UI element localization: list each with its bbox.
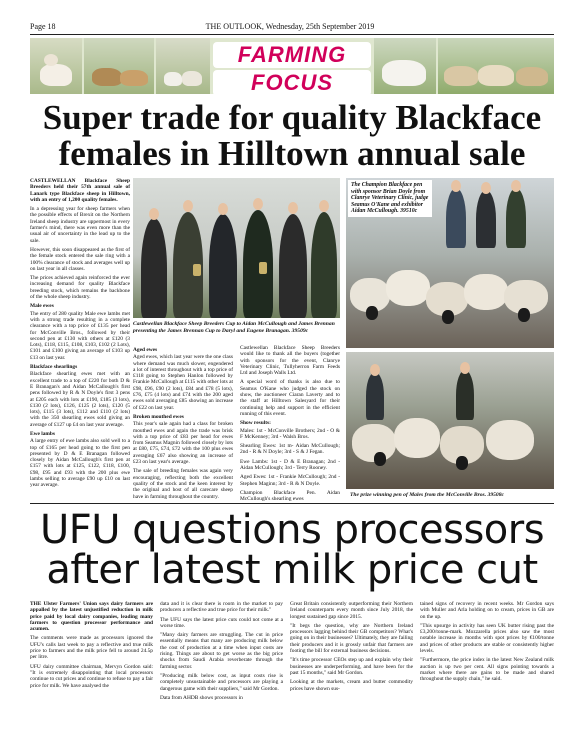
article2-paragraph: UFU dairy committee chairman, Mervyn Gordon said: "It is extremely disappointing that local processors continue to cut prices and continue to refuse to pay a fair price for milk. We have analysed the [30,663,153,689]
article2-paragraph: "Many dairy farmers are struggling. The cut in price essentially means that many are producing milk below the cost of production at a time when input costs are rising. Things are about to get worse as the big price shocks from Saudi Arabia reverberate through the farming sector. [160,632,283,670]
subhead-show-results: Show results: [240,420,271,427]
article2-paragraph: The comments were made as processors ignored the UFU's calls last week to pay a reflective and true milk price to farmers and the milk price fell to around 24.5p per litre. [30,635,153,661]
subhead-shearlings: Blackface shearlings [30,364,78,371]
trophy-cup [259,262,267,274]
article2-paragraph: data and it is clear there is room in the market to pay producers a reflective and true price for their milk." [160,601,283,614]
article1-paragraph: In a depressing year for sheep farmers when the possible effects of Brexit on the Northern Ireland sheep industry are uppermost in every farmer's mind, there was even more than the usual air of uncertainty in the lead up to the sale. [30,206,130,244]
article2-column-2 [160,601,283,704]
article2-paragraph: "This upsurge in activity has seen UK butter rising past the £3,200/tonne-mark. Mozzarella prices also saw the most notable increase in months with spot prices by €100/tonne and prices of other products are stable or consistently higher levels. [420,622,554,655]
article-divider [30,503,554,504]
article1-paragraph: However, this soon disappeared as the first of the female stock entered the sale ring with a 100% clearance of stock and averages well up on last year in all classes. [30,246,130,272]
caption-champion-pen: The Champion Blackface pen with sponsor Brian Doyle from Clanrye Veterinary Clinic, judge Seamus O'Kane and exhibitor Aidan McCullough. 39510c [348,180,432,217]
page-number: Page 18 [30,22,56,31]
article1-lead: CASTLEWELLAN Blackface Sheep Breeders held their 57th annual sale of Lanark type Blackface sheep in Hilltown, with an entry of 1,200 quality females. [30,178,130,203]
caption-group-photo: Castlewellan Blackface Sheep Breeders Cup to Aidan McCullough and James Brennan presenting the James Brennan Cup to Daryl and Eugene Branagan. 39509c [133,321,335,334]
subhead-aged-ewes: Aged ewes [133,347,158,353]
article2-paragraph: "It begs the question, why are Northern Ireland processors lagging behind their GB competitors? What's going on in their businesses? Ultimately, they are failing their producers and it is grossly unfair that farmers are footing the bill for external business decisions. [290,622,413,655]
result-line: Males: 1st - McConville Brothers; 2nd - O & F McKenney; 3rd - Walsh Bros. [240,427,340,440]
article1-paragraph: The sale of breeding females was again very encouraging, reflecting both the excellent quality of the stock and the keen interest by the original and host of all carecare sheep have in farming throughout the country. [133,468,233,500]
publication-line: THE OUTLOOK, Wednesday, 25th September 2019 [205,22,375,31]
article1-paragraph: A special word of thanks is also due to Seamus O'Kane who judged the stock on show, the auctioneer Ciaran Laverty and to the staff at Hilltown Salesyard for their continuing help and support in the efficient running of this event. [240,379,340,417]
article2-paragraph: Great Britain consistently outperforming their Northern Ireland counterparts every month since July 2018, the longest sustained gap since 2015. [290,601,413,620]
article2-lead: THE Ulster Farmers' Union says dairy farmers are appalled by the latest unjustified reduction in milk price paid by local dairy companies, leading many farmers to question processor performance and acumen. [30,601,153,633]
farming-focus-banner [30,38,554,94]
article2-paragraph: The UFU says the latest price cuts could not come at a worse time. [160,616,283,629]
article2-paragraph: "Furthermore, the price index in the latest New Zealand milk auction is up two per cent. All signs pointing towards a market where there are gains to be made and shared throughout the supply chain," he said. [420,657,554,683]
article1-paragraph: Aged ewes, which last year were the one class where demand was much slower, engendered a lot of interest throughout with a top price of £118 going to Stephen Hanlon followed by Frankie McCullough at £115 with other lots at £98, £96, £90 (2 lots), £84 and £78 (5 lots), £76, £75 (4 lots) and £74 with the 200 aged ewes sold averaging £85 showing an increase of £22 on last year. [133,354,233,411]
banner-photo-calf [30,38,82,94]
banner-photo-cattle [84,38,154,94]
article2-paragraph: tained signs of recovery in recent weeks. Mr Gordon says with Muller and Arla holding on to cream, prices in GB are on the up. [420,601,554,620]
article1-paragraph: The entry of 280 quality Male ewe lambs met with a strong trade resulting in a complete clearance with a top price of £135 per head for McConville Bros., followed by their second pen at £130 with others at £120 (3 Lots), £118, £115, £108, £103, £102 (2 Lots), £101 and £100 giving an average of £103 up £13 on last year. [30,310,130,361]
article1-paragraph: Blackface shearling ewes met with an excellent trade to a top of £220 for both D & E Branagan's and Aidan McCallough's first pens followed by R & N Doyle's first 3 pens at £205 each with lots at £190, £185 (3 lots), £130 (2 lots), £126, £125 (2 lots), £120 (5 lots), £115 (3 lots), £112 and £110 (2 lots) with the 350 shearling ewes sold giving an average of £127 up £4 on last year average. [30,371,130,428]
article1-paragraph: The prices achieved again reinforced the ever increasing demand for quality Blackface breeding stock, which remains the backbone of the whole sheep industry. [30,275,130,301]
result-line: Champion Blackface Pen. Aidan McCullough's shearling ewes [240,489,340,503]
article2-column-4 [420,601,554,686]
article2-column-3 [290,601,413,695]
article1-column-1 [30,178,130,492]
result-line: Aged Ewes: 1st - Frankie McCullough; 2nd - Stephen Maginn; 3rd - R & N Doyle. [240,474,340,487]
subhead-broken-mouthed: Broken mouthed ewes [133,413,184,420]
result-line: Shearling Ewes: 1st m- Aidan McCullough; 2nd - R & N Doyle; 3rd - S & J Fegan. [240,443,340,456]
result-line: Ewe Lambs: 1st - D & E Branagan; 2nd - Aidan McCullough; 3rd - Terry Rooney. [240,458,340,472]
article2-column-1 [30,601,153,692]
article1-column-2 [133,345,233,503]
page-header [0,0,580,34]
article2-headline: UFU questions processors after latest milk price cut [39,507,545,593]
article1-paragraph: Castlewellan Blackface Sheep Breeders would like to thank all the buyers (together with sponsors for the event, Clanrye Veterinary Clinic, Tullyherron Farm Feeds Ltd and Joseph Walls Ltd. [240,345,340,377]
subhead-male-ewes: Male ewes [30,303,54,310]
header-rule [30,34,554,35]
group-photo-cups [133,178,340,318]
article2-paragraph: "Producing milk below cost, as input costs rise is completely unsustainable and processors are playing a dangerous game with their suppliers," said Mr Gordon. [160,672,283,692]
article2-paragraph: Data from AHDB shows processors in [160,694,243,701]
banner-photo-white-cow [374,38,436,94]
farming-focus-logo: FARMING FOCUS [213,42,371,94]
caption-males-pen: The prize winning pen of Males from the McConville Bros. 39508c [350,492,504,498]
article1-paragraph: This year's sale again had a class for broken mouthed ewes and again the trade was brisk with a top price of £83 per head for ewes from Seamus Magnin followed closely by lots at £80, £75, £74, £72 with the 100 plus ewes averaging £67 also showing an increase of £23 on last year's average. [133,421,233,466]
article2-paragraph: Looking at the markets, cream and butter commodity prices have shown sus- [290,679,413,692]
banner-photo-herd [438,38,554,94]
subhead-ewe-lambs: Ewe lambs [30,430,56,437]
article2-paragraph: "It's time processor CEOs step up and explain why their businesses are underperforming, and have been for the past 15 months," said Mr Gordon. [290,657,413,676]
trophy-cup [193,264,201,276]
article1-column-3 [240,345,340,506]
banner-photo-sheep [156,38,210,94]
article1-headline: Super trade for quality Blackface females in Hilltown annual sale [42,98,542,173]
males-pen-photo [346,352,554,489]
article1-paragraph: A large entry of ewe lambs also sold well to a top of £165 per head going to the first pen presented by D & E Branagan followed closely by Aidan McCallough's first pen at £157 with lots at £125, £122, £118, £100, £98, £95 and £93 with the 200 plus ewe lambs selling to average £90 up £10 on last year average. [30,438,130,489]
